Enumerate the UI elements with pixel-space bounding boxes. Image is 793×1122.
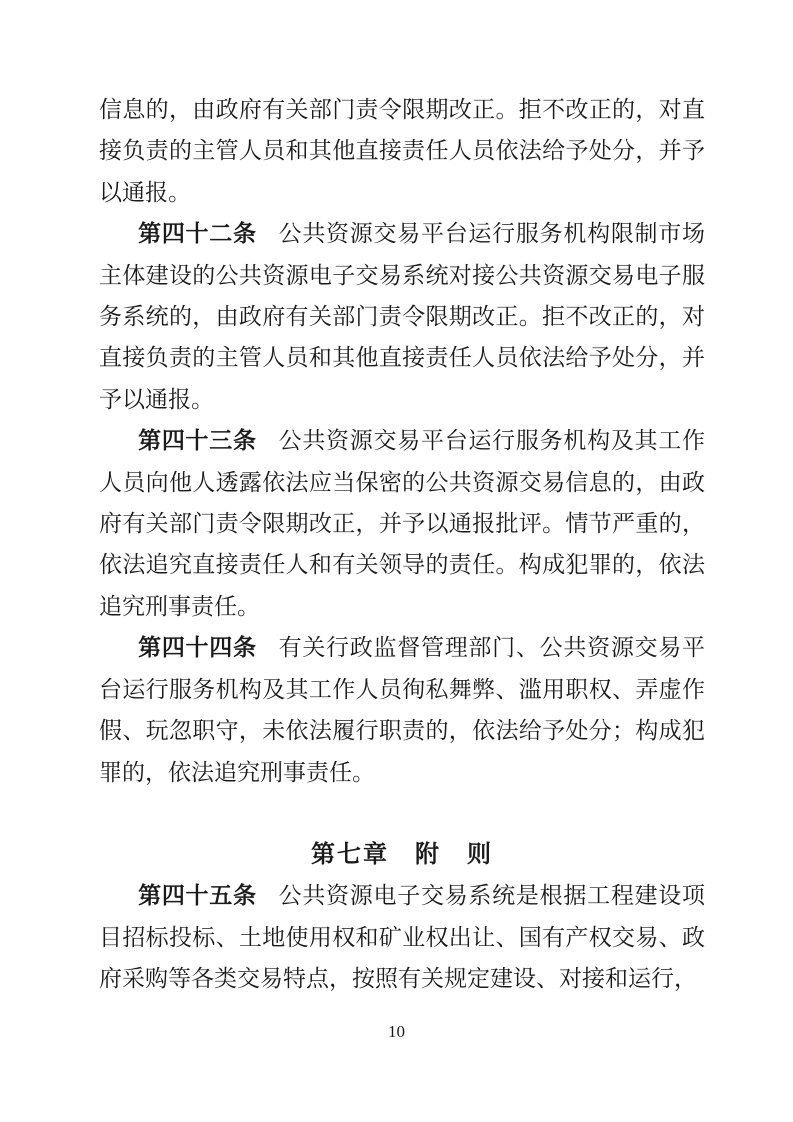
article-43-label: 第四十三条 bbox=[138, 428, 257, 454]
page-number: 10 bbox=[388, 1022, 405, 1041]
article-44-text: 有关行政监督管理部门、公共资源交易平台运行服务机构及其工作人员徇私舞弊、滥用职权、弄虚作假、玩忽职守，未依法履行职责的，依法给予处分；构成犯罪的，依法追究刑事责任。 bbox=[99, 635, 706, 785]
chapter-heading: 第七章 附 则 bbox=[311, 840, 493, 868]
article-43-text: 公共资源交易平台运行服务机构及其工作人员向他人透露依法应当保密的公共资源交易信息的，由政府有关部门责令限期改正，并予以通报批评。情节严重的，依法追究直接责任人和有关领导的责任。构成犯罪的，依法追究刑事责任。 bbox=[99, 428, 706, 619]
paragraph-continuation: 信息的，由政府有关部门责令限期改正。拒不改正的，对直接负责的主管人员和其他直接责任人员依法给予处分，并予以通报。 bbox=[99, 97, 705, 205]
article-42-paragraph bbox=[99, 213, 705, 420]
article-45-label: 第四十五条 bbox=[138, 883, 257, 909]
article-43-paragraph bbox=[99, 420, 705, 627]
article-45-paragraph bbox=[99, 875, 705, 999]
article-42-label: 第四十二条 bbox=[138, 221, 257, 247]
article-45-text: 公共资源电子交易系统是根据工程建设项目招标投标、土地使用权和矿业权出让、国有产权交易、政府采购等各类交易特点，按照有关规定建设、对接和运行， bbox=[99, 883, 706, 992]
document-body bbox=[99, 89, 705, 1000]
article-42-text: 公共资源交易平台运行服务机构限制市场主体建设的公共资源电子交易系统对接公共资源交易电子服务系统的，由政府有关部门责令限期改正。拒不改正的，对直接负责的主管人员和其他直接责任人员依法给予处分，并予以通报。 bbox=[99, 221, 706, 412]
article-44-paragraph bbox=[99, 627, 705, 793]
article-44-label: 第四十四条 bbox=[138, 635, 257, 661]
